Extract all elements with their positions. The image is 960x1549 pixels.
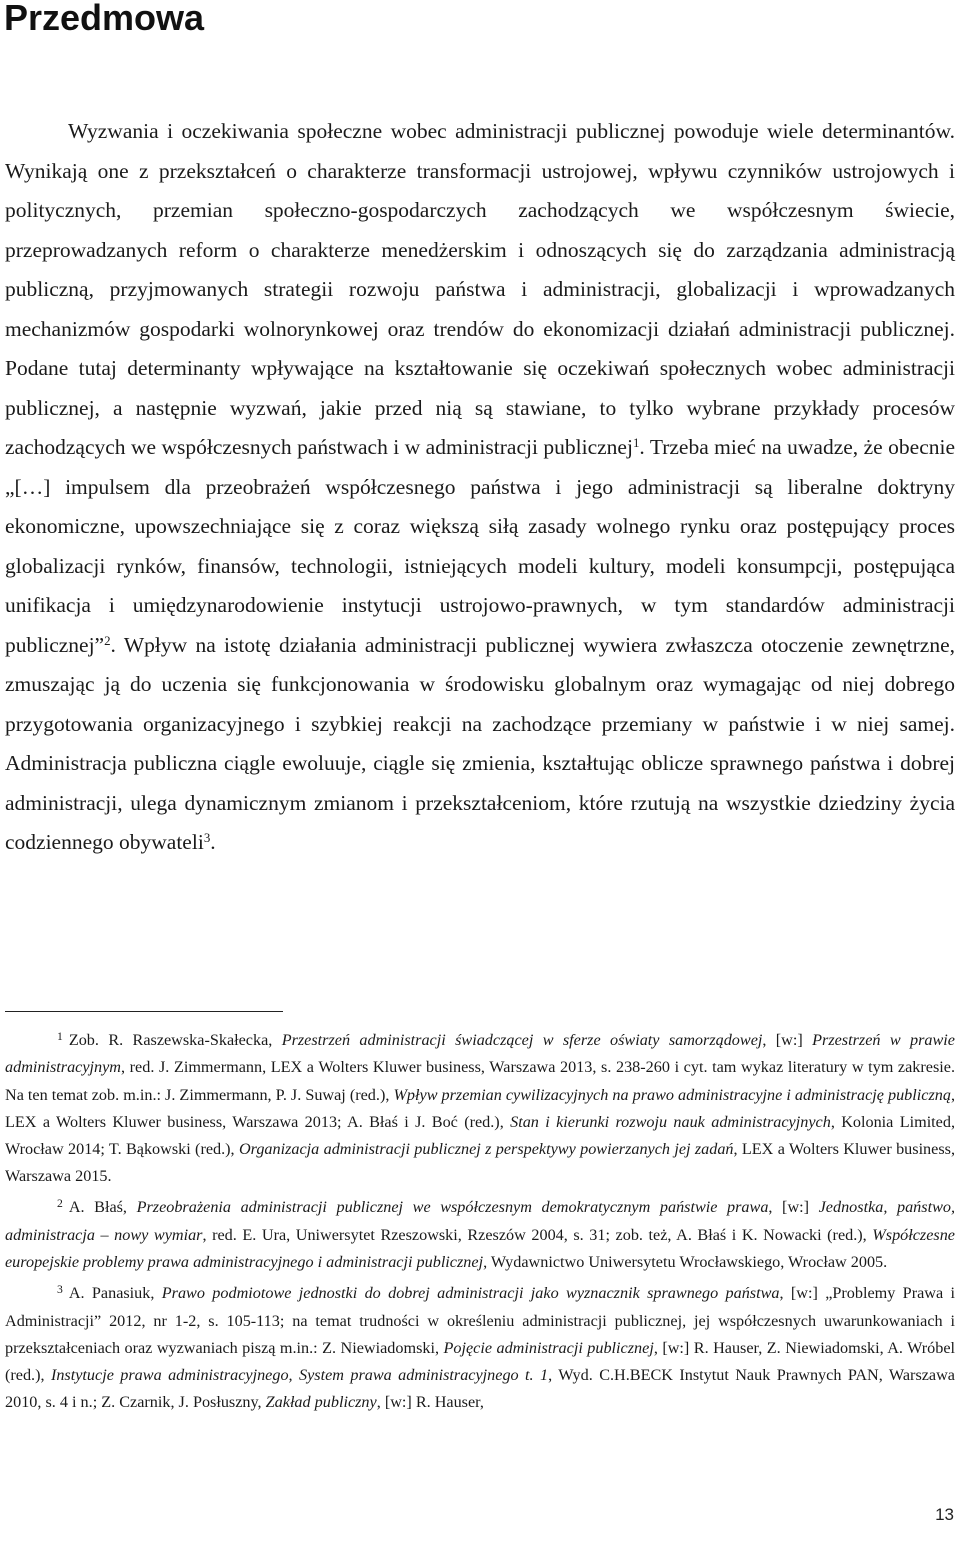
footnote-text: , Wyd. C.H.BECK Instytut Nauk Prawnych PAN, Warszawa 2010, s. 4 i n.; Z. Czarnik, J. Posłuszny,: [5, 1366, 955, 1412]
footnote-text: , LEX a Wolters Kluwer business, Warszawa 2013; A. Błaś i J. Boć (red.),: [5, 1085, 955, 1131]
footnote-text: A. Błaś,: [68, 1198, 137, 1217]
body-text-segment: . Trzeba mieć na uwadze, że obecnie „[…] impulsem dla przeobrażeń współczesnego państwa i jego administracji są liberalne doktryny ekonomiczne, upowszechniające się z coraz większą siłą zasady wolnego rynku oraz postępujący proces globalizacji rynków, finansów, technologii, istniejących modeli kultury, modeli konsumpcji, postępująca unifikacja i umiędzynarodowienie instytucji ustrojowo-prawnych, w tym standardów administracji publicznej”: [5, 435, 956, 657]
footnotes-section: [5, 1023, 955, 1417]
footnote-number: 1: [57, 1030, 63, 1043]
cited-title: Stan i kierunki rozwoju nauk administracyjnych: [510, 1112, 831, 1131]
footnote-number: 3: [57, 1283, 63, 1297]
cited-title: Współczesne europejskie problemy prawa administracyjnego i administracji publicznej: [5, 1225, 955, 1272]
page-number: 13: [935, 1505, 954, 1524]
footnote-text: , red. E. Ura, Uniwersytet Rzeszowski, Rzeszów 2004, s. 31; zob. też, A. Błaś i K. Nowacki (red.),: [202, 1225, 873, 1244]
cited-title: Przestrzeń w prawie administracyjnym: [5, 1031, 955, 1077]
cited-title: Zakład publiczny: [265, 1393, 377, 1412]
footnote-reference[interactable]: 3: [203, 830, 211, 845]
page-title: Przedmowa: [4, 0, 205, 38]
body-text-segment: Wyzwania i oczekiwania społeczne wobec administracji publicznej powoduje wiele determinantów. Wynikają one z przekształceń o charakterze transformacji ustrojowej, wpływu czynników ustrojowych i politycznych, przemian społeczno-gospodarczych zachodzących we współczesnym świecie, przeprowadzanych reform o charakterze menedżerskim i odnoszących się do zarządzania administracją publiczną, przyjmowanych strategii rozwoju państwa i administracji, globalizacji i wprowadzanych mechanizmów gospodarki wolnorynkowej oraz trendów do ekonomizacji działań administracji publicznej. Podane tutaj determinanty wpływające na kształtowanie się oczekiwań społecznych wobec administracji publicznej, a następnie wyzwań, jakie przed nią są stawiane, to tylko wybrane przykłady procesów zachodzących we współczesnych państwach i w administracji publicznej: [5, 119, 955, 459]
body-text-segment: .: [210, 830, 216, 854]
footnote-text: , red. J. Zimmermann, LEX a Wolters Kluwer business, Warszawa 2013, s. 238-260 i cyt. tam wykaz literatury w tym zakresie. Na ten temat zob. m.in.: J. Zimmermann, P. J. Suwaj (red.),: [5, 1058, 955, 1104]
preface-paragraph: [5, 112, 955, 863]
cited-title: Przestrzeń administracji świadczącej w sferze oświaty samorządowej: [281, 1031, 763, 1050]
cited-title: Wpływ przemian cywilizacyjnych na prawo administracyjne i administrację publiczną: [393, 1085, 951, 1104]
footnote-text: , [w:] R. Hauser,: [376, 1393, 484, 1412]
footnote-reference[interactable]: 2: [104, 633, 111, 648]
cited-title: Pojęcie administracji publicznej: [443, 1338, 654, 1357]
footnote-text: , [w:]: [768, 1198, 819, 1217]
footnote-text: , Kolonia Limited, Wrocław 2014; T. Bąkowski (red.),: [5, 1112, 956, 1159]
cited-title: Jednostka, państwo, administracja – nowy wymiar: [5, 1198, 956, 1244]
footnote-text: , [w:] R. Hauser, Z. Niewiadomski, A. Wróbel (red.),: [5, 1338, 956, 1385]
cited-title: Organizacja administracji publicznej z perspektywy powierzanych jej zadań: [238, 1140, 734, 1159]
footnote-number: 2: [57, 1197, 63, 1211]
footnote-text: , Wydawnictwo Uniwersytetu Wrocławskiego, Wrocław 2005.: [483, 1253, 888, 1272]
footnote-text: Zob. R. Raszewska-Skałecka,: [68, 1031, 282, 1050]
footnote-text: , [w:] „Problemy Prawa i Administracji” 2012, nr 1-2, s. 105-113; na temat trudności w określeniu administracji publicznej, jej współczesnych uwarunkowaniach i przekształceniach oraz wyzwaniach piszą m.in.: Z. Niewiadomski,: [5, 1284, 955, 1357]
footnote-separator: [5, 1011, 283, 1012]
footnote-text: A. Panasiuk,: [68, 1284, 162, 1303]
footnote-text: , [w:]: [762, 1031, 813, 1050]
cited-title: Instytucje prawa administracyjnego, System prawa administracyjnego t. 1: [50, 1366, 549, 1385]
footnote-text: , LEX a Wolters Kluwer business, Warszawa 2015.: [5, 1140, 955, 1186]
footnote-reference[interactable]: 1: [632, 435, 640, 450]
footnote-2: [5, 1190, 955, 1276]
footnote-3: [5, 1276, 955, 1416]
body-text-segment: . Wpływ na istotę działania administracji publicznej wywiera zwłaszcza otoczenie zewnętrzne, zmuszając ją do uczenia się funkcjonowania w środowisku globalnym oraz wymagając od niej dobrego przygotowania organizacyjnego i szybkiej reakcji na zachodzące przemiany w państwie i w niej samej. Administracja publiczna ciągle ewoluuje, ciągle się zmienia, kształtując oblicze sprawnego państwa i dobrej administracji, ulega dynamicznym zmianom i przekształceniom, które rzutują na wszystkie dziedziny życia codziennego obywateli: [5, 632, 955, 854]
cited-title: Przeobrażenia administracji publicznej we współczesnym demokratycznym państwie prawa: [136, 1198, 769, 1217]
cited-title: Prawo podmiotowe jednostki do dobrej administracji jako wyznacznik sprawnego państwa: [161, 1284, 780, 1303]
footnote-1: [5, 1023, 955, 1190]
